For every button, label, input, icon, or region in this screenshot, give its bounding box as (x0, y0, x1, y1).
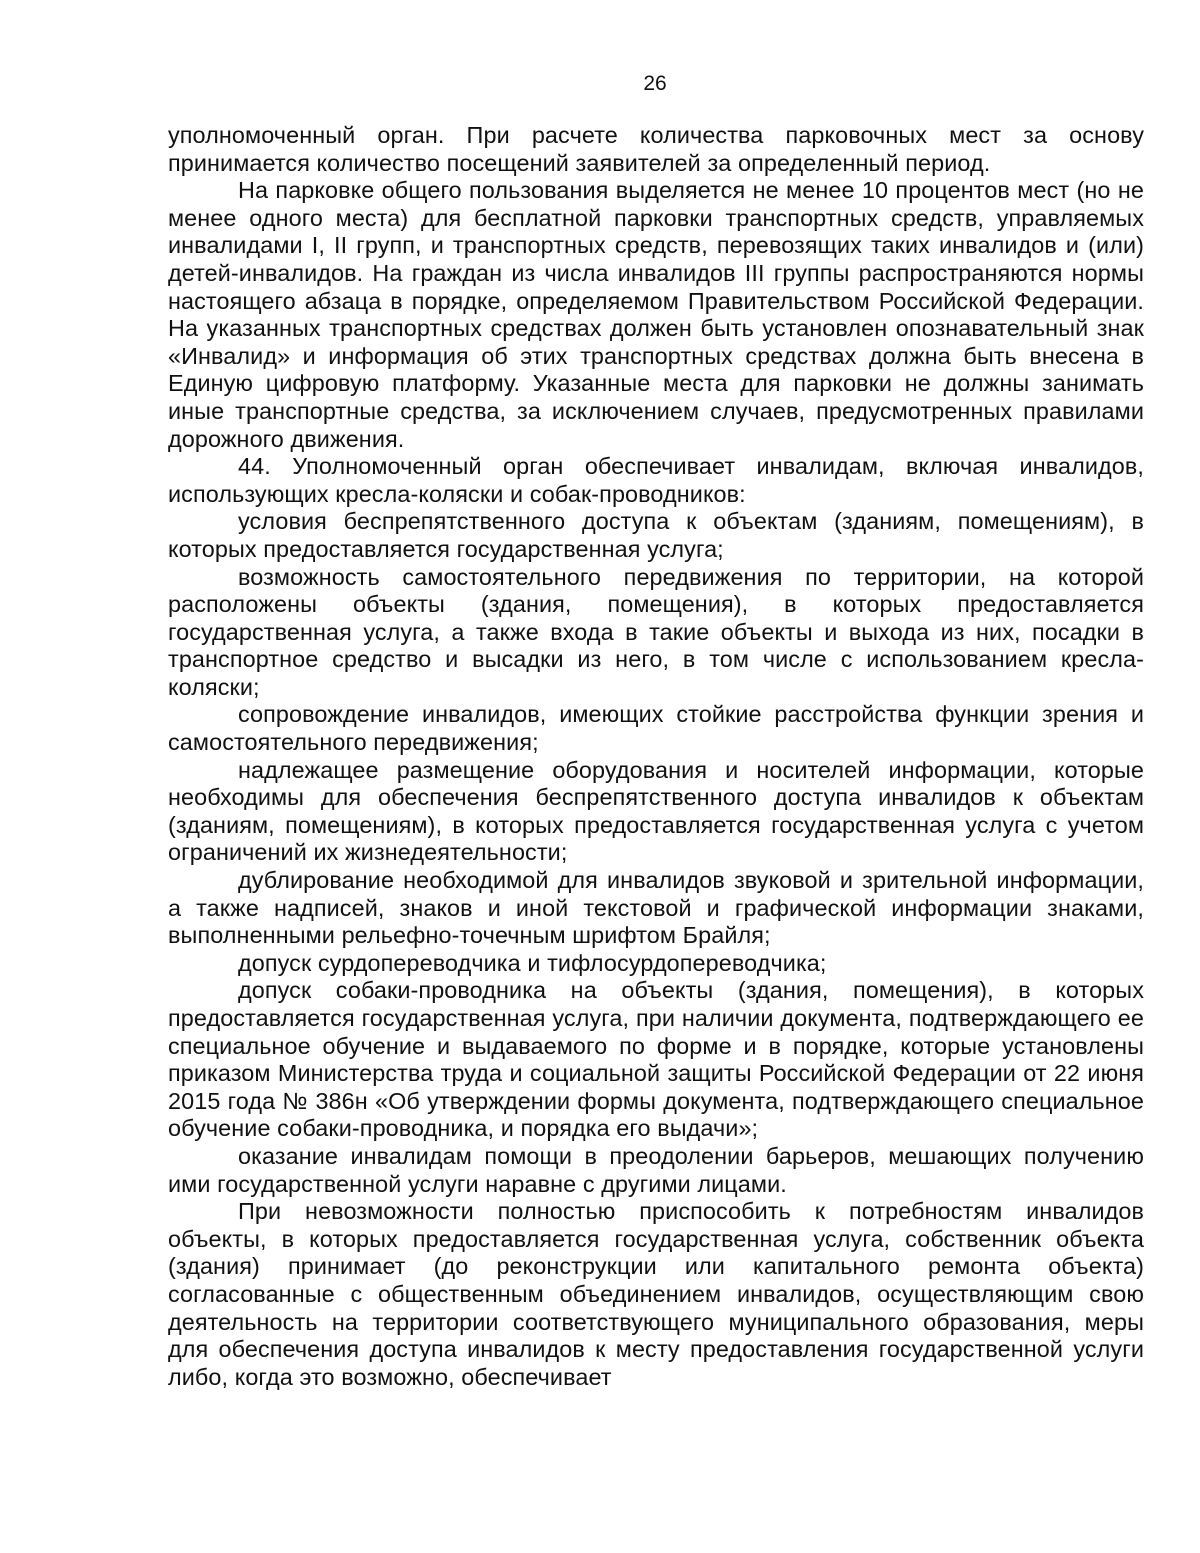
paragraph-braille-duplication: дублирование необходимой для инвалидов звуковой и зрительной информации, а также надписей, знаков и иной текстовой и графической информации знаками, выполненными рельефно-точечным шрифтом Брайля; (168, 867, 1144, 949)
paragraph-adaptation-measures: При невозможности полностью приспособить к потребностям инвалидов объекты, в которых предоставляется государственная услуга, собственник объекта (здания) принимает (до реконструкции или капитального ремонта объекта) согласованные с общественным объединением инвалидов, осуществляющим свою деятельность на территории соответствующего муниципального образования, меры для обеспечения доступа инвалидов к месту предоставления государственной услуги либо, когда это возможно, обеспечивает (168, 1198, 1144, 1390)
paragraph-item-44: 44. Уполномоченный орган обеспечивает инвалидам, включая инвалидов, использующих кресла-коляски и собак-проводников: (168, 453, 1144, 507)
page-number: 26 (643, 72, 667, 95)
paragraph-assistance: оказание инвалидам помощи в преодолении барьеров, мешающих получению ими государственной услуги наравне с другими лицами. (168, 1142, 1144, 1197)
paragraph-independent-movement: возможность самостоятельного передвижения по территории, на которой расположены объекты (здания, помещения), в которых предоставляется государственная услуга, а также входа в такие объекты и выхода из них, посадки в транспортное средство и высадки из него, в том числе с использованием кресла-коляски; (168, 563, 1144, 700)
paragraph-guide-dog: допуск собаки-проводника на объекты (здания, помещения), в которых предоставляется государственная услуга, при наличии документа, подтверждающего ее специальное обучение и выдаваемого по форме и в порядке, которые установлены приказом Министерства труда и социальной защиты Российской Федерации от 22 июня 2015 года № 386н «Об утверждении формы документа, подтверждающего специальное обучение собаки-проводника, и порядка его выдачи»; (168, 977, 1144, 1142)
paragraph-equipment-placement: надлежащее размещение оборудования и носителей информации, которые необходимы для обеспечения беспрепятственного доступа инвалидов к объектам (зданиям, помещениям), в которых предоставляется государственная услуга с учетом ограничений их жизнедеятельности; (168, 756, 1144, 866)
paragraph-access-conditions: условия беспрепятственного доступа к объектам (зданиям, помещениям), в которых предоставляется государственная услуга; (168, 508, 1144, 562)
paragraph-escort: сопровождение инвалидов, имеющих стойкие расстройства функции зрения и самостоятельного передвижения; (168, 701, 1144, 756)
paragraph-parking-spaces: На парковке общего пользования выделяется не менее 10 процентов мест (но не менее одного места) для бесплатной парковки транспортных средств, управляемых инвалидами I, II групп, и транспортных средств, перевозящих таких инвалидов и (или) детей-инвалидов. На граждан из числа инвалидов III группы распространяются нормы настоящего абзаца в порядке, определяемом Правительством Российской Федерации. На указанных транспортных средствах должен быть установлен опознавательный знак «Инвалид» и информация об этих транспортных средствах должна быть внесена в Единую цифровую платформу. Указанные места для парковки не должны занимать иные транспортные средства, за исключением случаев, предусмотренных правилами дорожного движения. (168, 177, 1144, 452)
paragraph-continuation: уполномоченный орган. При расчете количества парковочных мест за основу принимается количество посещений заявителей за определенный период. (168, 122, 1144, 176)
paragraph-sign-interpreter: допуск сурдопереводчика и тифлосурдопереводчика; (238, 949, 827, 976)
document-body (168, 122, 1144, 1391)
